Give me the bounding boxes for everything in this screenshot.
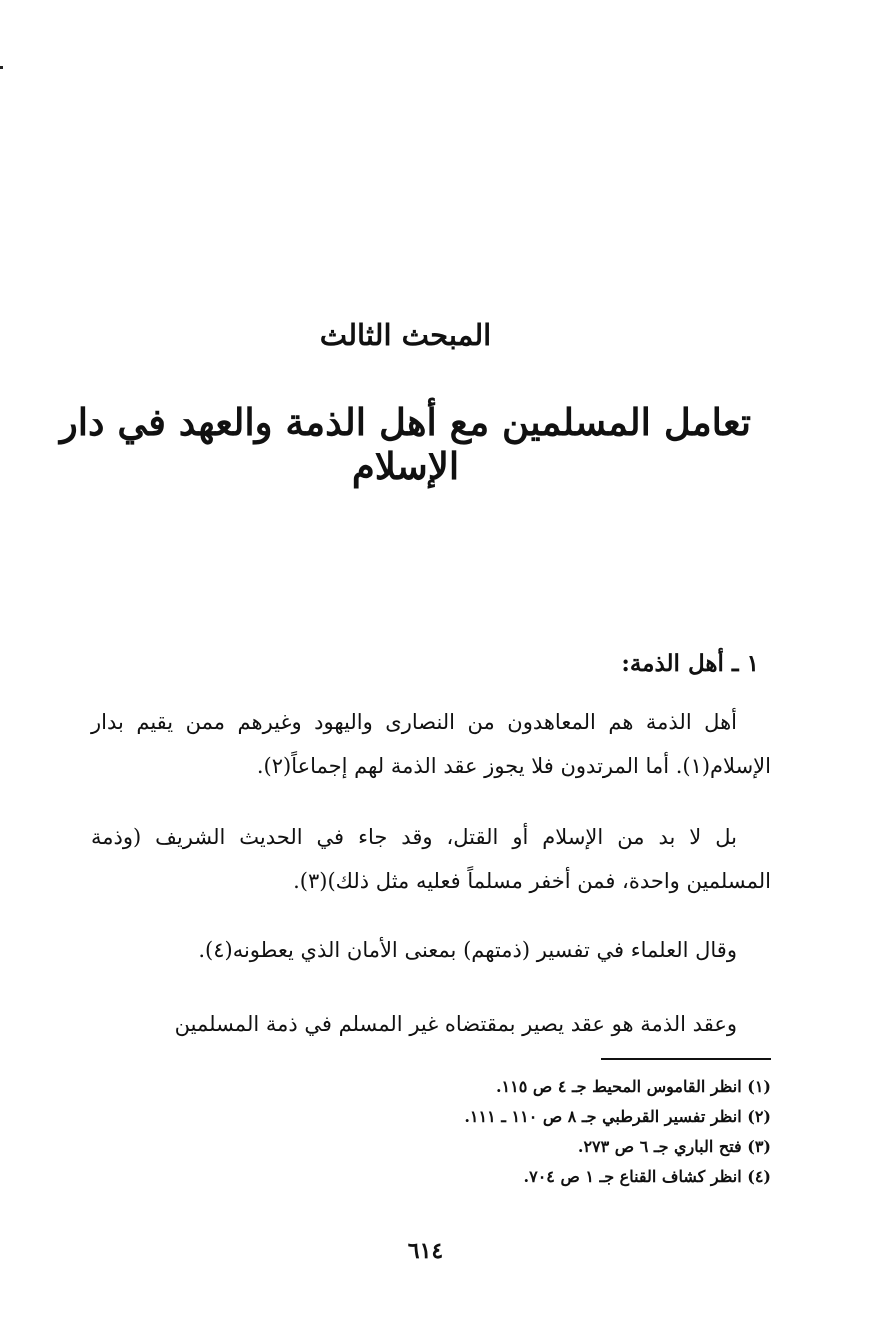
paragraph-2 xyxy=(91,815,771,903)
footnotes xyxy=(91,1072,771,1192)
page-number: ٦١٤ xyxy=(407,1238,444,1264)
footnote-1: (١) انظر القاموس المحيط جـ ٤ ص ١١٥. xyxy=(495,1077,771,1096)
paragraph-3 xyxy=(91,928,771,972)
footnote-4: (٤) انظر كشاف القناع جـ ١ ص ٧٠٤. xyxy=(523,1167,771,1186)
subheading: ١ ـ أهل الذمة: xyxy=(621,650,759,677)
chapter-title: تعامل المسلمين مع أهل الذمة والعهد في دار الإسلام xyxy=(59,400,752,488)
paragraph-4 xyxy=(91,1002,771,1046)
section-label: المبحث الثالث xyxy=(319,318,492,352)
paragraph-text: وعقد الذمة هو عقد يصير بمقتضاه غير المسلم في ذمة المسلمين xyxy=(174,1012,737,1036)
footnote-2: (٢) انظر تفسير القرطبي جـ ٨ ص ١١٠ ـ ١١١. xyxy=(464,1107,771,1126)
footnote-3: (٣) فتح الباري جـ ٦ ص ٢٧٣. xyxy=(577,1137,771,1156)
scan-edge-mark xyxy=(0,66,3,69)
paragraph-text: أهل الذمة هم المعاهدون من النصارى واليهود وغيرهم ممن يقيم بدار الإسلام(١). أما المرتدون فلا يجوز عقد الذمة لهم إجماعاً(٢). xyxy=(91,710,771,778)
paragraph-text: بل لا بد من الإسلام أو القتل، وقد جاء في الحديث الشريف (وذمة المسلمين واحدة، فمن أخفر مسلماً فعليه مثل ذلك)(٣). xyxy=(91,825,771,893)
paragraph-1 xyxy=(91,700,771,788)
paragraph-text: وقال العلماء في تفسير (ذمتهم) بمعنى الأمان الذي يعطونه(٤). xyxy=(198,938,737,962)
footnote-separator xyxy=(601,1058,771,1060)
